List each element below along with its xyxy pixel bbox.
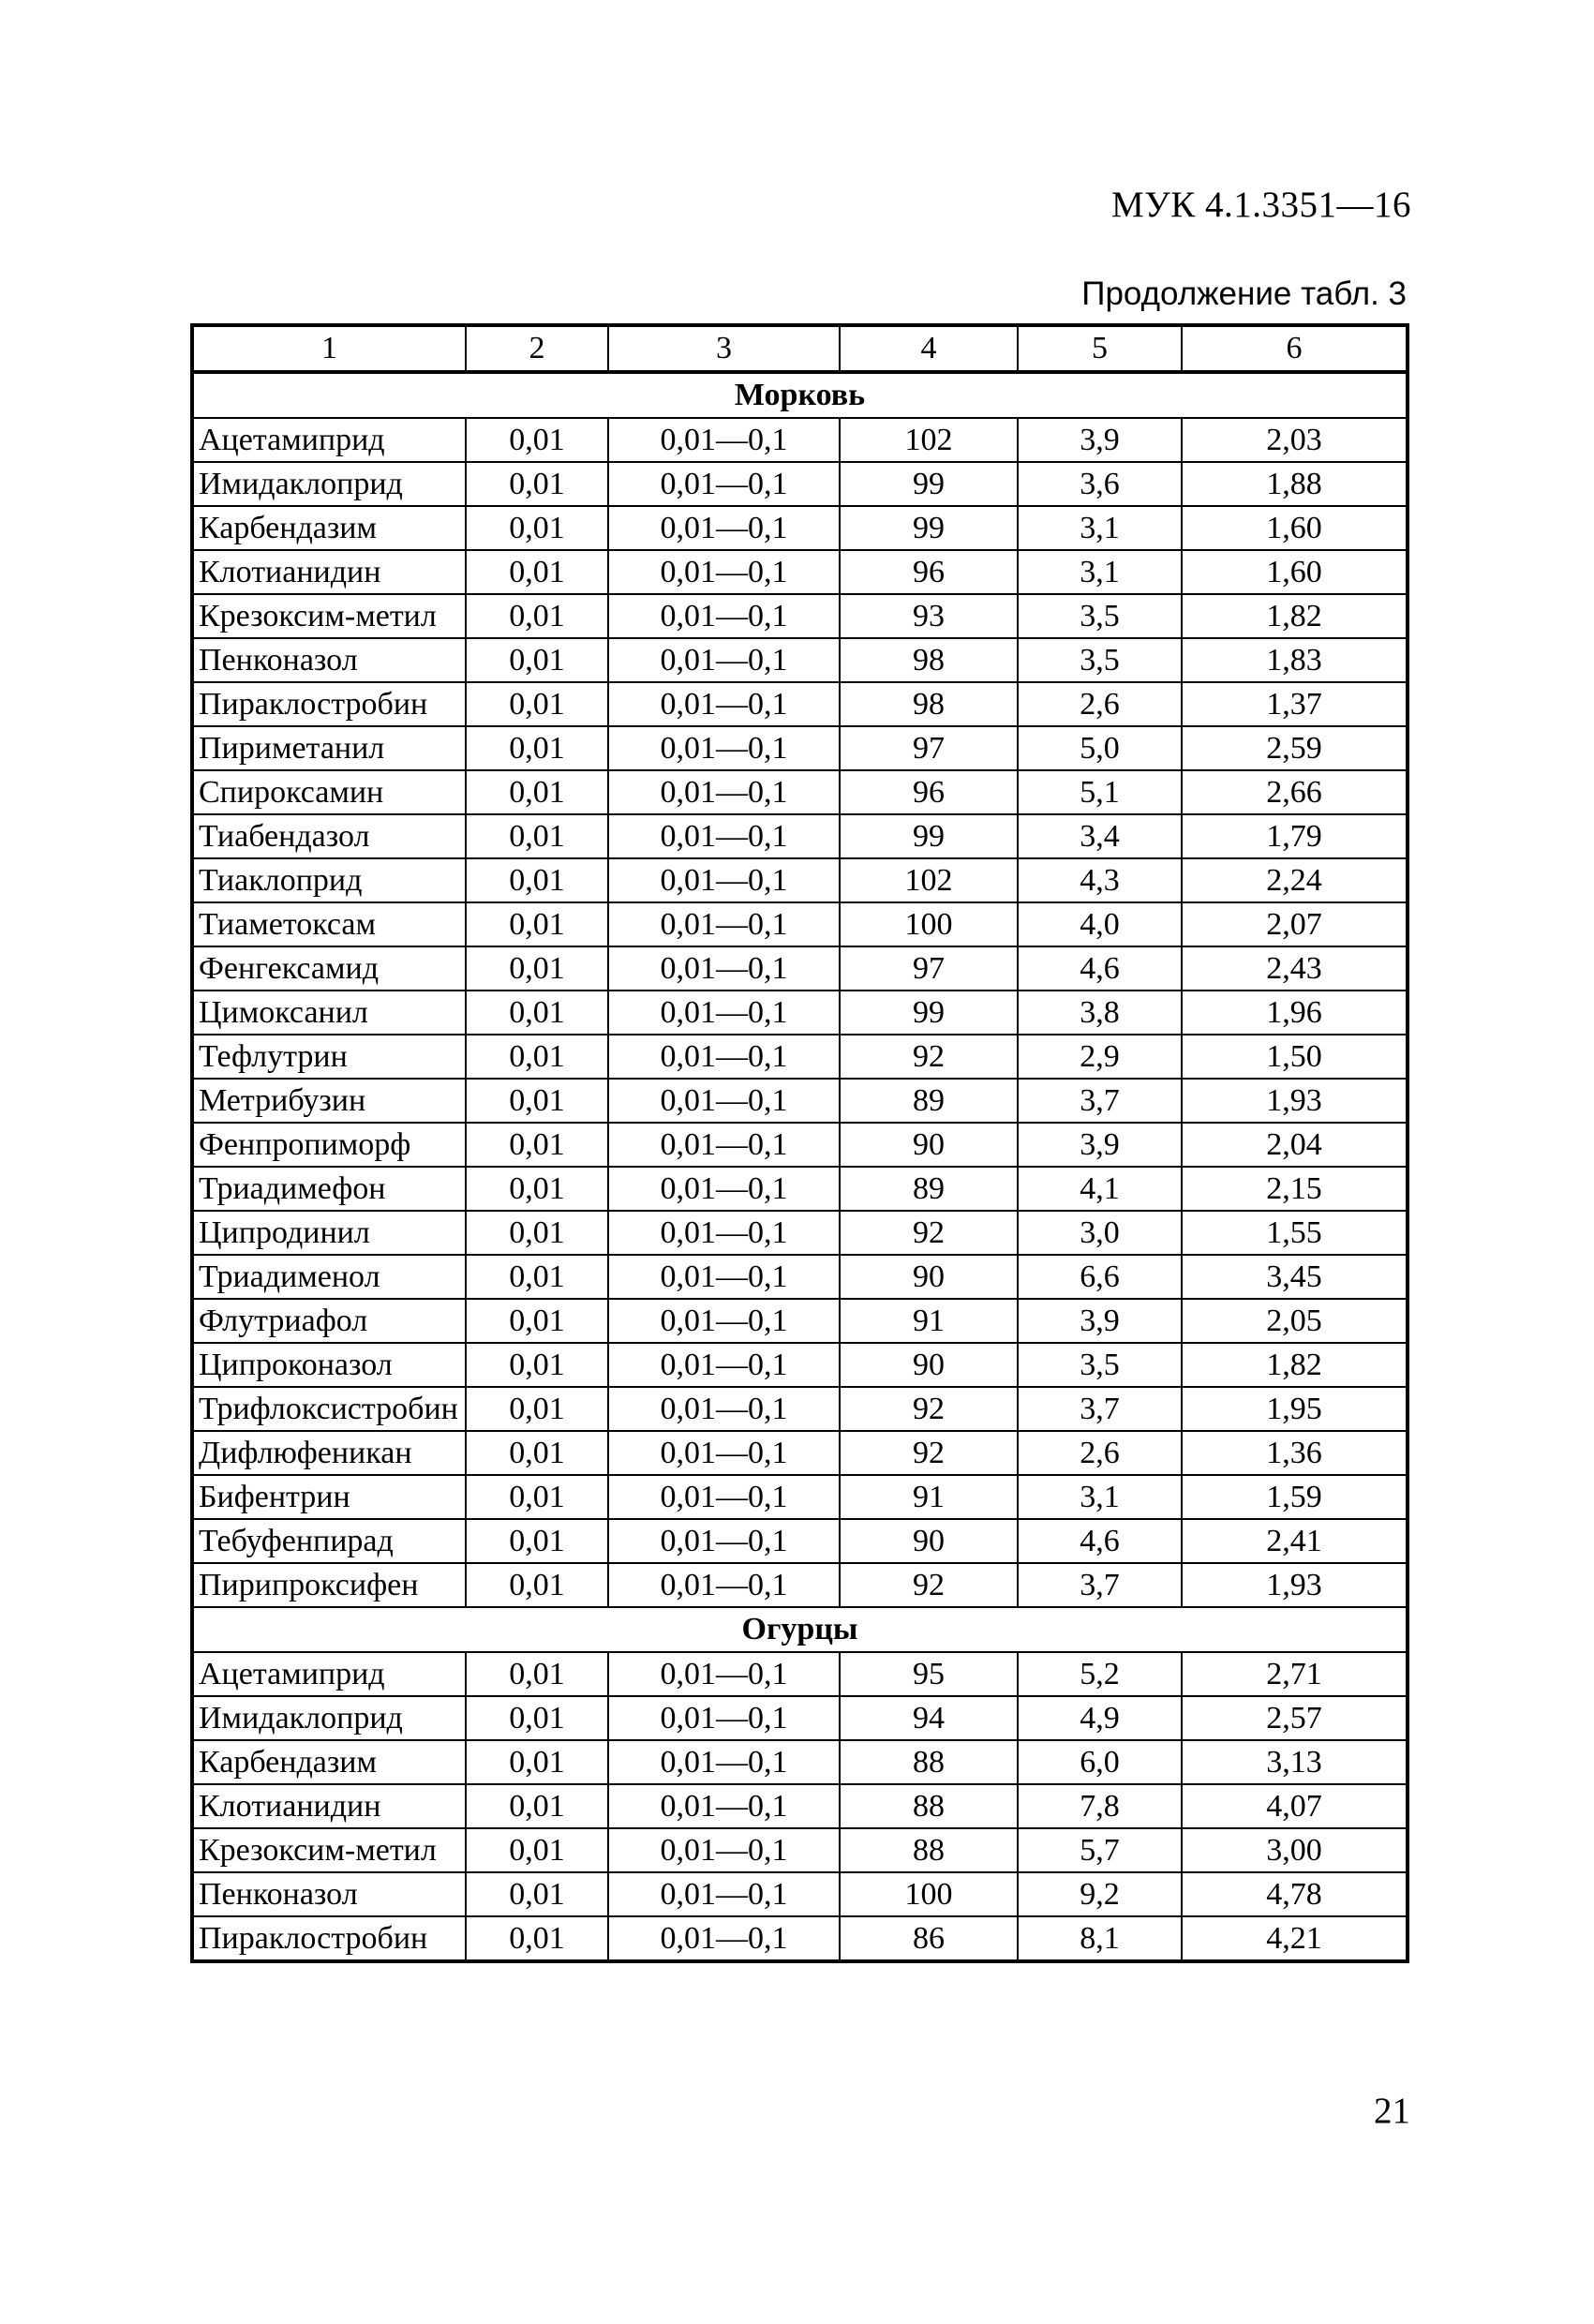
range-cell: 0,01—0,1	[608, 1475, 840, 1519]
value-cell: 0,01	[466, 991, 608, 1035]
table-row	[192, 682, 1408, 726]
substance-name-cell: Ципродинил	[192, 1211, 466, 1255]
range-cell: 0,01—0,1	[608, 506, 840, 550]
substance-name-cell: Пирипроксифен	[192, 1563, 466, 1607]
substance-name-cell: Ацетамиприд	[192, 1652, 466, 1696]
value-cell: 0,01	[466, 1211, 608, 1255]
value-cell: 1,96	[1182, 991, 1408, 1035]
table-row	[192, 1035, 1408, 1079]
table-row	[192, 1916, 1408, 1961]
range-cell: 0,01—0,1	[608, 1343, 840, 1387]
range-cell: 0,01—0,1	[608, 902, 840, 946]
value-cell: 89	[840, 1167, 1018, 1211]
value-cell: 88	[840, 1828, 1018, 1872]
value-cell: 0,01	[466, 1784, 608, 1828]
value-cell: 0,01	[466, 462, 608, 506]
column-header: 4	[840, 325, 1018, 372]
substance-name-cell: Бифентрин	[192, 1475, 466, 1519]
value-cell: 3,0	[1018, 1211, 1182, 1255]
substance-name-cell: Триадимефон	[192, 1167, 466, 1211]
table-caption: Продолжение табл. 3	[1081, 276, 1407, 312]
range-cell: 0,01—0,1	[608, 638, 840, 682]
table-row	[192, 1431, 1408, 1475]
value-cell: 99	[840, 506, 1018, 550]
value-cell: 3,9	[1018, 1299, 1182, 1343]
value-cell: 86	[840, 1916, 1018, 1961]
column-header: 5	[1018, 325, 1182, 372]
value-cell: 0,01	[466, 1123, 608, 1167]
value-cell: 1,60	[1182, 550, 1408, 594]
table-row	[192, 1519, 1408, 1563]
range-cell: 0,01—0,1	[608, 770, 840, 814]
table-row	[192, 991, 1408, 1035]
value-cell: 3,45	[1182, 1255, 1408, 1299]
substance-name-cell: Пириметанил	[192, 726, 466, 770]
value-cell: 6,0	[1018, 1740, 1182, 1784]
value-cell: 96	[840, 770, 1018, 814]
column-header: 2	[466, 325, 608, 372]
value-cell: 1,82	[1182, 594, 1408, 638]
table-row	[192, 726, 1408, 770]
value-cell: 3,1	[1018, 506, 1182, 550]
value-cell: 0,01	[466, 858, 608, 902]
substance-name-cell: Трифлоксистробин	[192, 1387, 466, 1431]
table-row	[192, 1740, 1408, 1784]
table-row	[192, 1123, 1408, 1167]
value-cell: 0,01	[466, 1475, 608, 1519]
value-cell: 100	[840, 902, 1018, 946]
value-cell: 92	[840, 1211, 1018, 1255]
column-header: 1	[192, 325, 466, 372]
substance-name-cell: Клотианидин	[192, 550, 466, 594]
range-cell: 0,01—0,1	[608, 1431, 840, 1475]
section-title: Огурцы	[192, 1607, 1408, 1652]
value-cell: 2,03	[1182, 418, 1408, 462]
value-cell: 88	[840, 1740, 1018, 1784]
value-cell: 1,88	[1182, 462, 1408, 506]
value-cell: 2,05	[1182, 1299, 1408, 1343]
value-cell: 0,01	[466, 1740, 608, 1784]
value-cell: 4,0	[1018, 902, 1182, 946]
value-cell: 1,50	[1182, 1035, 1408, 1079]
value-cell: 3,4	[1018, 814, 1182, 858]
substance-name-cell: Тефлутрин	[192, 1035, 466, 1079]
value-cell: 2,24	[1182, 858, 1408, 902]
value-cell: 96	[840, 550, 1018, 594]
value-cell: 3,5	[1018, 594, 1182, 638]
value-cell: 0,01	[466, 418, 608, 462]
range-cell: 0,01—0,1	[608, 1828, 840, 1872]
value-cell: 0,01	[466, 1828, 608, 1872]
table-row	[192, 418, 1408, 462]
value-cell: 2,66	[1182, 770, 1408, 814]
range-cell: 0,01—0,1	[608, 946, 840, 991]
table-row	[192, 1828, 1408, 1872]
table-row	[192, 1079, 1408, 1123]
value-cell: 3,6	[1018, 462, 1182, 506]
value-cell: 9,2	[1018, 1872, 1182, 1916]
table-row	[192, 902, 1408, 946]
table-row	[192, 1872, 1408, 1916]
value-cell: 0,01	[466, 1079, 608, 1123]
value-cell: 1,55	[1182, 1211, 1408, 1255]
value-cell: 2,9	[1018, 1035, 1182, 1079]
table-row	[192, 1255, 1408, 1299]
value-cell: 90	[840, 1123, 1018, 1167]
range-cell: 0,01—0,1	[608, 1387, 840, 1431]
value-cell: 1,36	[1182, 1431, 1408, 1475]
table-row	[192, 1652, 1408, 1696]
value-cell: 0,01	[466, 1872, 608, 1916]
table-row	[192, 770, 1408, 814]
value-cell: 90	[840, 1255, 1018, 1299]
substance-name-cell: Пенконазол	[192, 1872, 466, 1916]
column-header: 6	[1182, 325, 1408, 372]
value-cell: 99	[840, 991, 1018, 1035]
substance-name-cell: Цимоксанил	[192, 991, 466, 1035]
value-cell: 97	[840, 726, 1018, 770]
column-header: 3	[608, 325, 840, 372]
table-row	[192, 1475, 1408, 1519]
table-row	[192, 550, 1408, 594]
range-cell: 0,01—0,1	[608, 1652, 840, 1696]
substance-name-cell: Имидаклоприд	[192, 462, 466, 506]
value-cell: 0,01	[466, 726, 608, 770]
value-cell: 3,00	[1182, 1828, 1408, 1872]
value-cell: 0,01	[466, 1652, 608, 1696]
value-cell: 1,59	[1182, 1475, 1408, 1519]
substance-name-cell: Пираклостробин	[192, 682, 466, 726]
table-row	[192, 1696, 1408, 1740]
value-cell: 5,0	[1018, 726, 1182, 770]
value-cell: 95	[840, 1652, 1018, 1696]
range-cell: 0,01—0,1	[608, 1740, 840, 1784]
value-cell: 2,43	[1182, 946, 1408, 991]
value-cell: 91	[840, 1475, 1018, 1519]
substance-name-cell: Дифлюфеникан	[192, 1431, 466, 1475]
page-number: 21	[1374, 2091, 1410, 2131]
value-cell: 1,79	[1182, 814, 1408, 858]
value-cell: 0,01	[466, 1255, 608, 1299]
value-cell: 4,3	[1018, 858, 1182, 902]
table-row	[192, 1387, 1408, 1431]
value-cell: 0,01	[466, 814, 608, 858]
range-cell: 0,01—0,1	[608, 1519, 840, 1563]
substance-name-cell: Карбендазим	[192, 1740, 466, 1784]
value-cell: 0,01	[466, 1387, 608, 1431]
value-cell: 3,7	[1018, 1563, 1182, 1607]
table-row	[192, 858, 1408, 902]
substance-name-cell: Спироксамин	[192, 770, 466, 814]
value-cell: 2,6	[1018, 682, 1182, 726]
value-cell: 88	[840, 1784, 1018, 1828]
value-cell: 0,01	[466, 1519, 608, 1563]
range-cell: 0,01—0,1	[608, 1211, 840, 1255]
value-cell: 6,6	[1018, 1255, 1182, 1299]
table-row	[192, 594, 1408, 638]
substance-name-cell: Тебуфенпирад	[192, 1519, 466, 1563]
range-cell: 0,01—0,1	[608, 726, 840, 770]
value-cell: 98	[840, 638, 1018, 682]
range-cell: 0,01—0,1	[608, 1035, 840, 1079]
substance-name-cell: Фенгексамид	[192, 946, 466, 991]
value-cell: 92	[840, 1563, 1018, 1607]
range-cell: 0,01—0,1	[608, 682, 840, 726]
value-cell: 97	[840, 946, 1018, 991]
value-cell: 99	[840, 462, 1018, 506]
substance-name-cell: Тиаклоприд	[192, 858, 466, 902]
substance-name-cell: Имидаклоприд	[192, 1696, 466, 1740]
value-cell: 92	[840, 1035, 1018, 1079]
value-cell: 4,21	[1182, 1916, 1408, 1961]
value-cell: 2,04	[1182, 1123, 1408, 1167]
value-cell: 90	[840, 1343, 1018, 1387]
value-cell: 3,8	[1018, 991, 1182, 1035]
column-number-row	[192, 325, 1408, 372]
value-cell: 0,01	[466, 1343, 608, 1387]
substance-name-cell: Ципроконазол	[192, 1343, 466, 1387]
value-cell: 4,9	[1018, 1696, 1182, 1740]
value-cell: 94	[840, 1696, 1018, 1740]
value-cell: 2,6	[1018, 1431, 1182, 1475]
value-cell: 2,41	[1182, 1519, 1408, 1563]
value-cell: 0,01	[466, 1299, 608, 1343]
value-cell: 92	[840, 1431, 1018, 1475]
value-cell: 0,01	[466, 1431, 608, 1475]
value-cell: 4,6	[1018, 1519, 1182, 1563]
value-cell: 100	[840, 1872, 1018, 1916]
substance-name-cell: Триадименол	[192, 1255, 466, 1299]
table-row	[192, 1563, 1408, 1607]
substance-name-cell: Карбендазим	[192, 506, 466, 550]
substance-name-cell: Клотианидин	[192, 1784, 466, 1828]
range-cell: 0,01—0,1	[608, 1696, 840, 1740]
value-cell: 93	[840, 594, 1018, 638]
section-title: Морковь	[192, 372, 1408, 418]
value-cell: 0,01	[466, 902, 608, 946]
value-cell: 3,1	[1018, 1475, 1182, 1519]
substance-name-cell: Пираклостробин	[192, 1916, 466, 1961]
value-cell: 1,37	[1182, 682, 1408, 726]
value-cell: 4,6	[1018, 946, 1182, 991]
value-cell: 2,07	[1182, 902, 1408, 946]
range-cell: 0,01—0,1	[608, 418, 840, 462]
value-cell: 3,1	[1018, 550, 1182, 594]
value-cell: 0,01	[466, 638, 608, 682]
substance-name-cell: Крезоксим-метил	[192, 594, 466, 638]
value-cell: 2,59	[1182, 726, 1408, 770]
value-cell: 89	[840, 1079, 1018, 1123]
value-cell: 5,7	[1018, 1828, 1182, 1872]
value-cell: 7,8	[1018, 1784, 1182, 1828]
table-row	[192, 1167, 1408, 1211]
value-cell: 98	[840, 682, 1018, 726]
value-cell: 3,5	[1018, 1343, 1182, 1387]
value-cell: 99	[840, 814, 1018, 858]
value-cell: 91	[840, 1299, 1018, 1343]
substance-name-cell: Пенконазол	[192, 638, 466, 682]
substance-name-cell: Флутриафол	[192, 1299, 466, 1343]
value-cell: 0,01	[466, 594, 608, 638]
table-row	[192, 1343, 1408, 1387]
value-cell: 3,5	[1018, 638, 1182, 682]
value-cell: 102	[840, 858, 1018, 902]
range-cell: 0,01—0,1	[608, 462, 840, 506]
value-cell: 5,1	[1018, 770, 1182, 814]
value-cell: 3,7	[1018, 1079, 1182, 1123]
value-cell: 0,01	[466, 1167, 608, 1211]
value-cell: 0,01	[466, 682, 608, 726]
table-row	[192, 638, 1408, 682]
value-cell: 1,82	[1182, 1343, 1408, 1387]
range-cell: 0,01—0,1	[608, 1255, 840, 1299]
value-cell: 3,9	[1018, 418, 1182, 462]
value-cell: 0,01	[466, 550, 608, 594]
value-cell: 1,83	[1182, 638, 1408, 682]
value-cell: 0,01	[466, 1696, 608, 1740]
results-table	[190, 323, 1409, 1963]
value-cell: 0,01	[466, 946, 608, 991]
value-cell: 2,57	[1182, 1696, 1408, 1740]
range-cell: 0,01—0,1	[608, 594, 840, 638]
range-cell: 0,01—0,1	[608, 1916, 840, 1961]
value-cell: 0,01	[466, 1035, 608, 1079]
substance-name-cell: Метрибузин	[192, 1079, 466, 1123]
range-cell: 0,01—0,1	[608, 991, 840, 1035]
value-cell: 2,15	[1182, 1167, 1408, 1211]
value-cell: 3,9	[1018, 1123, 1182, 1167]
value-cell: 0,01	[466, 770, 608, 814]
substance-name-cell: Крезоксим-метил	[192, 1828, 466, 1872]
table-row	[192, 946, 1408, 991]
range-cell: 0,01—0,1	[608, 1079, 840, 1123]
value-cell: 2,71	[1182, 1652, 1408, 1696]
range-cell: 0,01—0,1	[608, 1872, 840, 1916]
range-cell: 0,01—0,1	[608, 1167, 840, 1211]
range-cell: 0,01—0,1	[608, 1563, 840, 1607]
table-row	[192, 506, 1408, 550]
value-cell: 0,01	[466, 1563, 608, 1607]
range-cell: 0,01—0,1	[608, 1784, 840, 1828]
value-cell: 1,93	[1182, 1563, 1408, 1607]
table-row	[192, 814, 1408, 858]
value-cell: 5,2	[1018, 1652, 1182, 1696]
table-row	[192, 1299, 1408, 1343]
table-row	[192, 1211, 1408, 1255]
value-cell: 4,1	[1018, 1167, 1182, 1211]
substance-name-cell: Тиабендазол	[192, 814, 466, 858]
section-header-row	[192, 1607, 1408, 1652]
substance-name-cell: Ацетамиприд	[192, 418, 466, 462]
value-cell: 1,60	[1182, 506, 1408, 550]
substance-name-cell: Тиаметоксам	[192, 902, 466, 946]
value-cell: 4,78	[1182, 1872, 1408, 1916]
value-cell: 3,7	[1018, 1387, 1182, 1431]
value-cell: 3,13	[1182, 1740, 1408, 1784]
section-header-row	[192, 372, 1408, 418]
value-cell: 90	[840, 1519, 1018, 1563]
document-code: МУК 4.1.3351—16	[1110, 185, 1411, 225]
substance-name-cell: Фенпропиморф	[192, 1123, 466, 1167]
table-body	[192, 325, 1408, 1961]
table-row	[192, 462, 1408, 506]
value-cell: 0,01	[466, 506, 608, 550]
range-cell: 0,01—0,1	[608, 1299, 840, 1343]
value-cell: 4,07	[1182, 1784, 1408, 1828]
range-cell: 0,01—0,1	[608, 858, 840, 902]
value-cell: 1,95	[1182, 1387, 1408, 1431]
value-cell: 8,1	[1018, 1916, 1182, 1961]
range-cell: 0,01—0,1	[608, 1123, 840, 1167]
range-cell: 0,01—0,1	[608, 814, 840, 858]
value-cell: 102	[840, 418, 1018, 462]
value-cell: 92	[840, 1387, 1018, 1431]
value-cell: 1,93	[1182, 1079, 1408, 1123]
range-cell: 0,01—0,1	[608, 550, 840, 594]
table-row	[192, 1784, 1408, 1828]
value-cell: 0,01	[466, 1916, 608, 1961]
